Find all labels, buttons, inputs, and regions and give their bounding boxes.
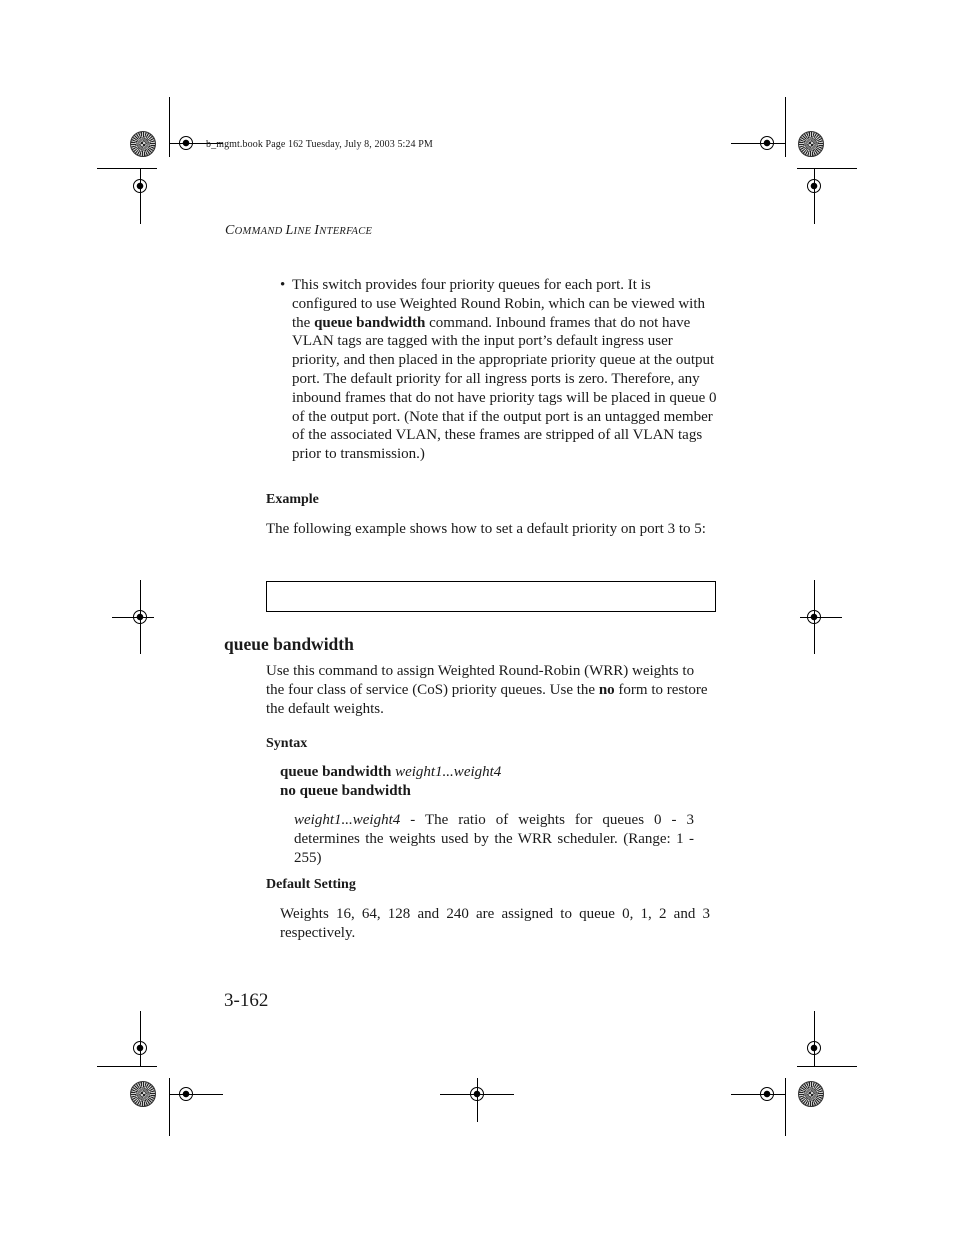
default-setting-heading: Default Setting	[266, 877, 356, 892]
default-setting-text: Weights 16, 64, 128 and 240 are assigned to queue 0, 1, 2 and 3 respectively.	[280, 906, 710, 941]
syntax-no-command: no queue bandwidth	[280, 783, 411, 799]
example-text: The following example shows how to set a default priority on port 3 to 5:	[266, 521, 706, 537]
section-intro: Use this command to assign Weighted Round-Robin (WRR) weights to the four class of service (CoS) priority queues. Use the no form to restore the default weights.	[266, 663, 708, 717]
running-head: COMMAND LINE INTERFACE	[225, 223, 373, 238]
registration-target-icon	[760, 1087, 774, 1101]
registration-sunburst-icon	[130, 1081, 156, 1107]
parameter-description: weight1...weight4 - The ratio of weights for queues 0 - 3 determines the weights used by the WRR scheduler. (Range: 1 - 255)	[294, 812, 694, 866]
print-slug: b_mgmt.book Page 162 Tuesday, July 8, 2003 5:24 PM	[206, 139, 433, 150]
section-title: queue bandwidth	[224, 634, 354, 654]
registration-target-icon	[133, 1041, 147, 1055]
registration-target-icon	[179, 1087, 193, 1101]
registration-target-icon	[807, 179, 821, 193]
syntax-command: queue bandwidth weight1...weight4	[280, 764, 502, 780]
registration-sunburst-icon	[130, 131, 156, 157]
registration-target-icon	[807, 610, 821, 624]
bullet-icon: •	[280, 277, 286, 293]
registration-target-icon	[179, 136, 193, 150]
registration-sunburst-icon	[798, 1081, 824, 1107]
registration-target-icon	[760, 136, 774, 150]
registration-target-icon	[133, 610, 147, 624]
registration-sunburst-icon	[798, 131, 824, 157]
bullet-paragraph: • This switch provides four priority queues for each port. It is configured to use Weighted Round Robin, which can be viewed with the queue bandwidth command. Inbound frames that do not have VLAN tags are tagged with the input port’s default ingress user priority, and then placed in the appropriate priority queue at the output port. The default priority for all ingress ports is zero. Therefore, any inbound frames that do not have priority tags will be placed in queue 0 of the output port. (Note that if the output port is an untagged member of the associated VLAN, these frames are stripped of all VLAN tags prior to transmission.)	[280, 277, 717, 463]
registration-target-icon	[133, 179, 147, 193]
syntax-heading: Syntax	[266, 736, 308, 751]
registration-target-icon	[470, 1087, 484, 1101]
example-command-box	[266, 581, 716, 612]
page-number: 3-162	[224, 990, 269, 1011]
registration-target-icon	[807, 1041, 821, 1055]
example-heading: Example	[266, 492, 319, 507]
